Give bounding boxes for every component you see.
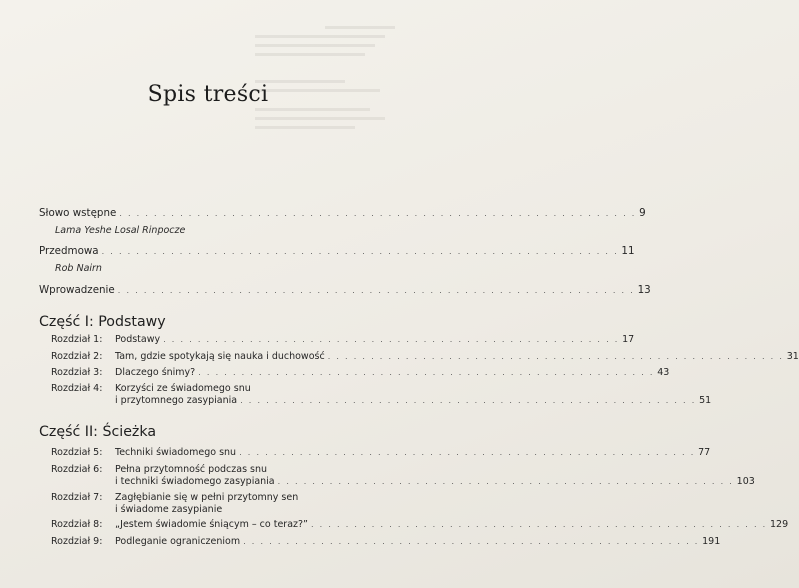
toc-chapter-4[interactable] [51,383,712,407]
toc-chapter-2[interactable] [51,351,799,363]
toc-entry-preface[interactable] [39,245,635,274]
toc-chapter-3[interactable] [51,367,670,379]
page-title: Spis treści [147,82,269,107]
toc-entry-foreword[interactable] [39,207,646,236]
entry-label: Słowo wstępne [39,207,117,219]
part-heading-2: Część II: Ścieżka [39,424,157,440]
chapter-title: Techniki świadomego snu [115,447,237,458]
toc-chapter-7[interactable] [51,492,384,516]
toc-chapter-6[interactable] [51,464,755,488]
page-number: 13 [637,284,651,296]
page-number: 31 [786,351,799,362]
chapter-title: Pełna przytomność podczas snu [115,464,268,475]
dot-leader: . . . . . . . . . . . . . . . . . . . . . . . . . . . . . . . . . . . . . . . . . . . . . . . . . . . . . [240,396,697,405]
page-number: 43 [657,367,670,378]
chapter-title-continued: i techniki świadomego zasypiania [115,476,275,487]
dot-leader: . . . . . . . . . . . . . . . . . . . . . . . . . . . . . . . . . . . . . . . . . . . . . . . . . . . . . [239,448,696,457]
show-through-text [255,20,405,135]
chapter-number: Rozdział 3: [51,367,103,378]
dot-leader: . . . . . . . . . . . . . . . . . . . . . . . . . . . . . . . . . . . . . . . . . . . . . . . . . . . . . [277,477,734,486]
entry-label: Przedmowa [39,245,99,257]
dot-leader: . . . . . . . . . . . . . . . . . . . . . . . . . . . . . . . . . . . . . . . . . . . . . . . . . . . . . [163,335,620,344]
toc-chapter-8[interactable] [51,519,789,531]
chapter-number: Rozdział 4: [51,383,103,394]
chapter-number: Rozdział 8: [51,519,103,530]
chapter-title: Dlaczego śnimy? [115,367,196,378]
chapter-title-continued: i świadome zasypianie [115,504,223,515]
page-number: 103 [736,476,755,487]
part-heading-1: Część I: Podstawy [39,314,166,330]
page-number: 9 [639,207,646,219]
chapter-title: Podleganie ograniczeniom [115,536,241,547]
chapter-number: Rozdział 7: [51,492,103,503]
chapter-title-continued: i przytomnego zasypiania [115,395,238,406]
chapter-title: Zagłębianie się w pełni przytomny sen [115,492,299,503]
entry-label: Wprowadzenie [39,284,115,296]
dot-leader: . . . . . . . . . . . . . . . . . . . . . . . . . . . . . . . . . . . . . . . . . . . . . . . . . . . . . [198,368,655,377]
dot-leader: . . . . . . . . . . . . . . . . . . . . . . . . . . . . . . . . . . . . . . . . . . . . . . . . . . . . . . . . . . . . [117,286,635,295]
dot-leader: . . . . . . . . . . . . . . . . . . . . . . . . . . . . . . . . . . . . . . . . . . . . . . . . . . . . . . . . . . . . [119,209,637,218]
dot-leader: . . . . . . . . . . . . . . . . . . . . . . . . . . . . . . . . . . . . . . . . . . . . . . . . . . . . . [243,537,700,546]
dot-leader: . . . . . . . . . . . . . . . . . . . . . . . . . . . . . . . . . . . . . . . . . . . . . . . . . . . . . [310,520,767,529]
chapter-number: Rozdział 6: [51,464,103,475]
toc-chapter-1[interactable] [51,334,635,346]
chapter-title: Podstawy [115,334,161,345]
page-number: 129 [770,519,789,530]
page-number: 77 [698,447,711,458]
entry-author: Lama Yeshe Losal Rinpocze [55,225,186,236]
chapter-number: Rozdział 1: [51,334,103,345]
chapter-number: Rozdział 5: [51,447,103,458]
dot-leader: . . . . . . . . . . . . . . . . . . . . . . . . . . . . . . . . . . . . . . . . . . . . . . . . . . . . . [327,352,784,361]
page-number: 17 [622,334,635,345]
page-number: 191 [702,536,721,547]
chapter-number: Rozdział 2: [51,351,103,362]
chapter-title: Tam, gdzie spotykają się nauka i duchowość [115,351,325,362]
dot-leader: . . . . . . . . . . . . . . . . . . . . . . . . . . . . . . . . . . . . . . . . . . . . . . . . . . . . . . . . . . . . [101,247,619,256]
entry-author: Rob Nairn [55,263,102,274]
chapter-number: Rozdział 9: [51,536,103,547]
page-number: 51 [699,395,712,406]
chapter-title: Korzyści ze świadomego snu [115,383,251,394]
page-number: 11 [621,245,635,257]
toc-chapter-5[interactable] [51,447,711,459]
toc-entry-introduction[interactable] [39,284,651,296]
toc-chapter-9[interactable] [51,536,721,548]
chapter-title: „Jestem świadomie śniącym – co teraz?” [115,519,308,530]
